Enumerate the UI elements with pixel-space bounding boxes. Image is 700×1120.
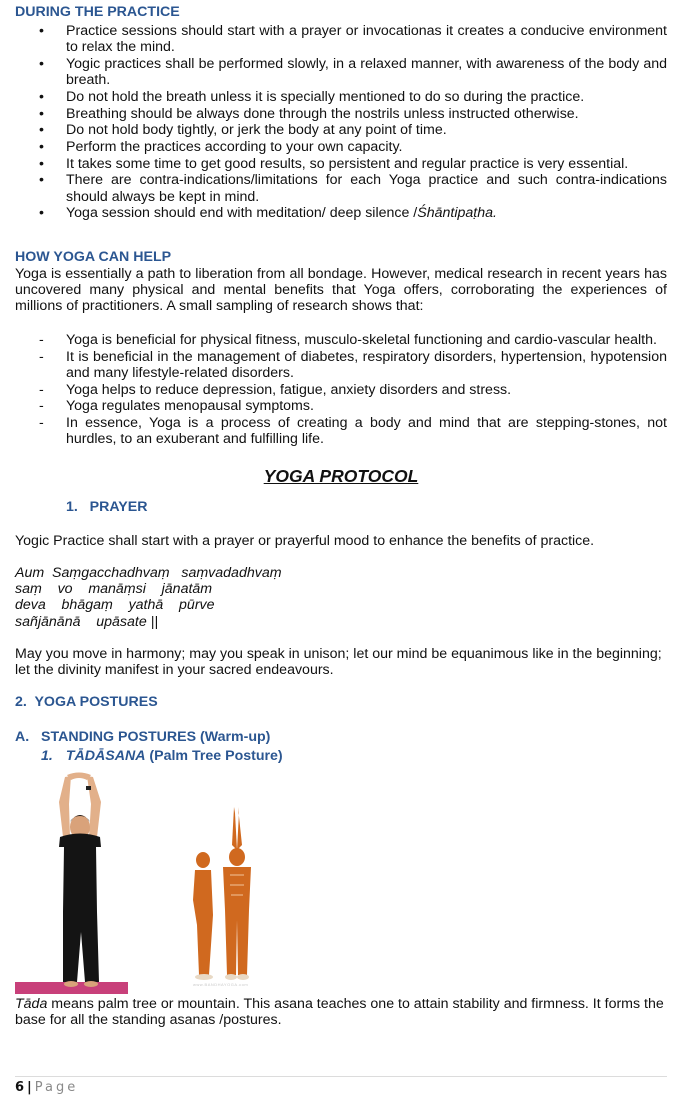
tadasana-description: Tāda means palm tree or mountain. This asana teaches one to attain stability and firmness. It forms the base for all the standing asanas /postures. — [15, 996, 664, 1029]
list-item: • Yogic practices shall be performed slowly, in a relaxed manner, with awareness of the body and breath. — [39, 55, 667, 89]
mantra-line: Aum Saṃgacchadhvaṃ saṃvadadhvaṃ — [15, 565, 282, 581]
list-item: • Yoga session should end with meditation/ deep silence /Śhāntipaṭha. — [39, 205, 497, 222]
list-item: • Breathing should be always done through the nostrils unless instructed otherwise. — [39, 105, 579, 122]
list-item: • Do not hold body tightly, or jerk the body at any point of time. — [39, 122, 447, 139]
heading-how-yoga-can-help: HOW YOGA CAN HELP — [15, 249, 172, 265]
list-item: - Yoga regulates menopausal symptoms. — [39, 398, 314, 415]
help-intro-paragraph: Yoga is essentially a path to liberation from all bondage. However, medical research in recent years has uncovered many physical and mental benefits that Yoga offers, corroborating the experiences of millions of practitioners. A small sampling of research shows that: — [15, 266, 667, 315]
help-benefits-list — [15, 332, 667, 448]
list-item: • Perform the practices according to your own capacity. — [39, 138, 403, 155]
mantra-line: saṃ vo manāṃsi jānatām — [15, 581, 213, 598]
list-item: • Practice sessions should start with a prayer or invocationas it creates a conducive environment to relax the mind. — [39, 23, 667, 56]
heading-yoga-postures: 2. YOGA POSTURES — [15, 694, 158, 710]
footer-separator: | — [27, 1080, 32, 1095]
heading-standing-postures: A. STANDING POSTURES (Warm-up) — [15, 729, 271, 745]
heading-prayer: 1. PRAYER — [66, 499, 148, 515]
footer-divider — [15, 1076, 667, 1077]
list-item: - Yoga is beneficial for physical fitness, musculo-skeletal functioning and cardio-vascular health. — [39, 332, 657, 348]
list-item: • It takes some time to get good results, so persistent and regular practice is very essential. — [39, 155, 629, 172]
mantra-line: deva bhāgaṃ yathā pūrve — [15, 597, 215, 614]
prayer-translation: May you move in harmony; may you speak in unison; let our mind be equanimous like in the beginning; let the divinity manifest in your sacred endeavours. — [15, 646, 662, 679]
heading-during-practice: DURING THE PRACTICE — [15, 4, 180, 20]
list-item: - Yoga helps to reduce depression, fatigue, anxiety disorders and stress. — [39, 381, 512, 398]
watermark: www.BANDHAYOGA.com — [193, 982, 249, 987]
prayer-intro: Yogic Practice shall start with a prayer or prayerful mood to enhance the benefits of practice. — [15, 533, 595, 549]
heading-tadasana: 1. TĀDĀSANA (Palm Tree Posture) — [41, 748, 283, 764]
mantra-line: sañjānānā upāsate || — [15, 613, 159, 630]
list-item: - In essence, Yoga is a process of creating a body and mind that are stepping-stones, not hurdles, to an exuberant and fulfilling life. — [39, 415, 667, 448]
prayer-mantra — [15, 565, 282, 630]
list-item: • Do not hold the breath unless it is specially mentioned to do so during the practice. — [39, 88, 585, 105]
tadasana-photo — [15, 772, 150, 996]
list-item: • There are contra-indications/limitations for each Yoga practice and such contra-indications should always be kept in mind. — [39, 172, 667, 205]
during-practice-list — [15, 23, 667, 222]
yoga-protocol-title: YOGA PROTOCOL — [263, 466, 419, 486]
page-number: 6 — [15, 1080, 25, 1095]
page-footer — [15, 1080, 78, 1095]
page-label: Page — [34, 1080, 79, 1095]
list-item: - It is beneficial in the management of diabetes, respiratory disorders, hypertension, hypotension and many lifestyle-related disorders. — [39, 348, 667, 381]
muscle-anatomy-illustration — [175, 805, 275, 985]
